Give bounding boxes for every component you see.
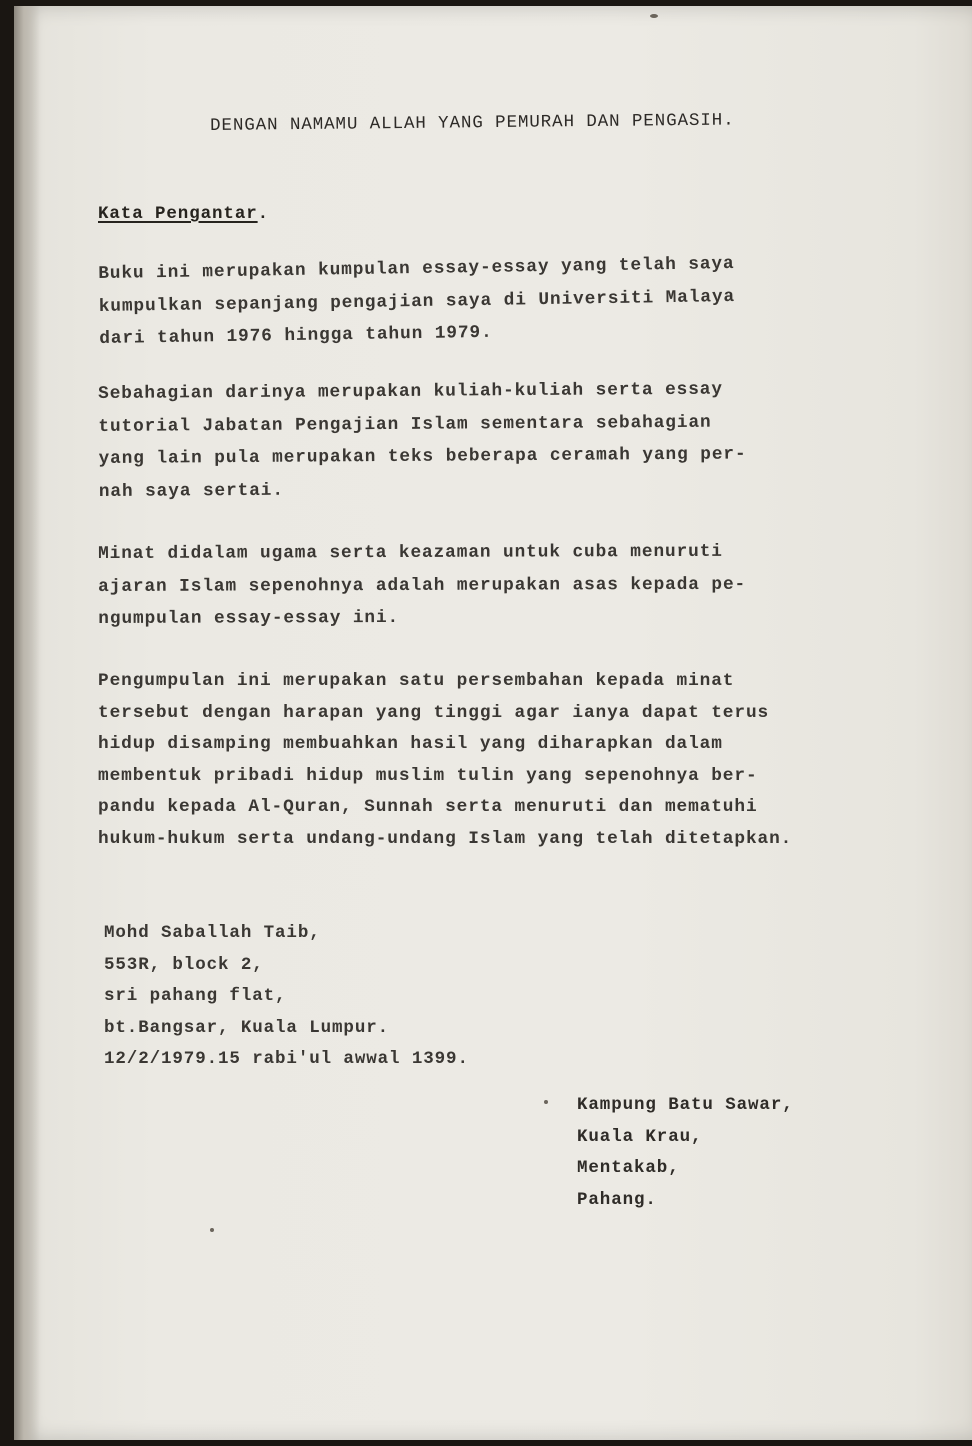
paper-speck (544, 1100, 548, 1104)
typewritten-page (14, 6, 972, 1440)
signature-block: Mohd Saballah Taib, 553R, block 2, sri pahang flat, bt.Bangsar, Kuala Lumpur. 12/2/1979.15 rabi'ul awwal 1399. (104, 923, 469, 1069)
book-gutter (14, 6, 40, 1440)
section-title-text: Kata Pengantar (98, 204, 258, 224)
section-title (98, 204, 269, 224)
home-address: Kampung Batu Sawar, Kuala Krau, Mentakab, Pahang. (577, 1095, 794, 1210)
paragraph-2: Sebahagian darinya merupakan kuliah-kuliah serta essay tutorial Jabatan Pengajian Islam sementara sebahagian yang lain pula merupakan teks beberapa ceramah yang per- nah saya sertai. (98, 379, 747, 502)
paper-speck (650, 14, 658, 18)
paragraph-1: Buku ini merupakan kumpulan essay-essay yang telah saya kumpulkan sepanjang pengajian saya di Universiti Malaya dari tahun 1976 hingga tahun 1979. (98, 254, 736, 349)
paragraph-4: Pengumpulan ini merupakan satu persembahan kepada minat tersebut dengan harapan yang tinggi agar ianya dapat terus hidup disamping membuahkan hasil yang diharapkan dalam membentuk pribadi hidup muslim tulin yang sepenohnya ber- pandu kepada Al-Quran, Sunnah serta menuruti dan mematuhi hukum-hukum serta undang-undang Islam yang telah ditetapkan. (98, 671, 793, 849)
section-title-punct: . (257, 204, 270, 224)
paragraph-3: Minat didalam ugama serta keazaman untuk cuba menuruti ajaran Islam sepenohnya adalah merupakan asas kepada pe- ngumpulan essay-essay ini. (98, 541, 747, 629)
page-heading: DENGAN NAMAMU ALLAH YANG PEMURAH DAN PENGASIH. (210, 110, 735, 136)
paper-speck (210, 1228, 214, 1232)
